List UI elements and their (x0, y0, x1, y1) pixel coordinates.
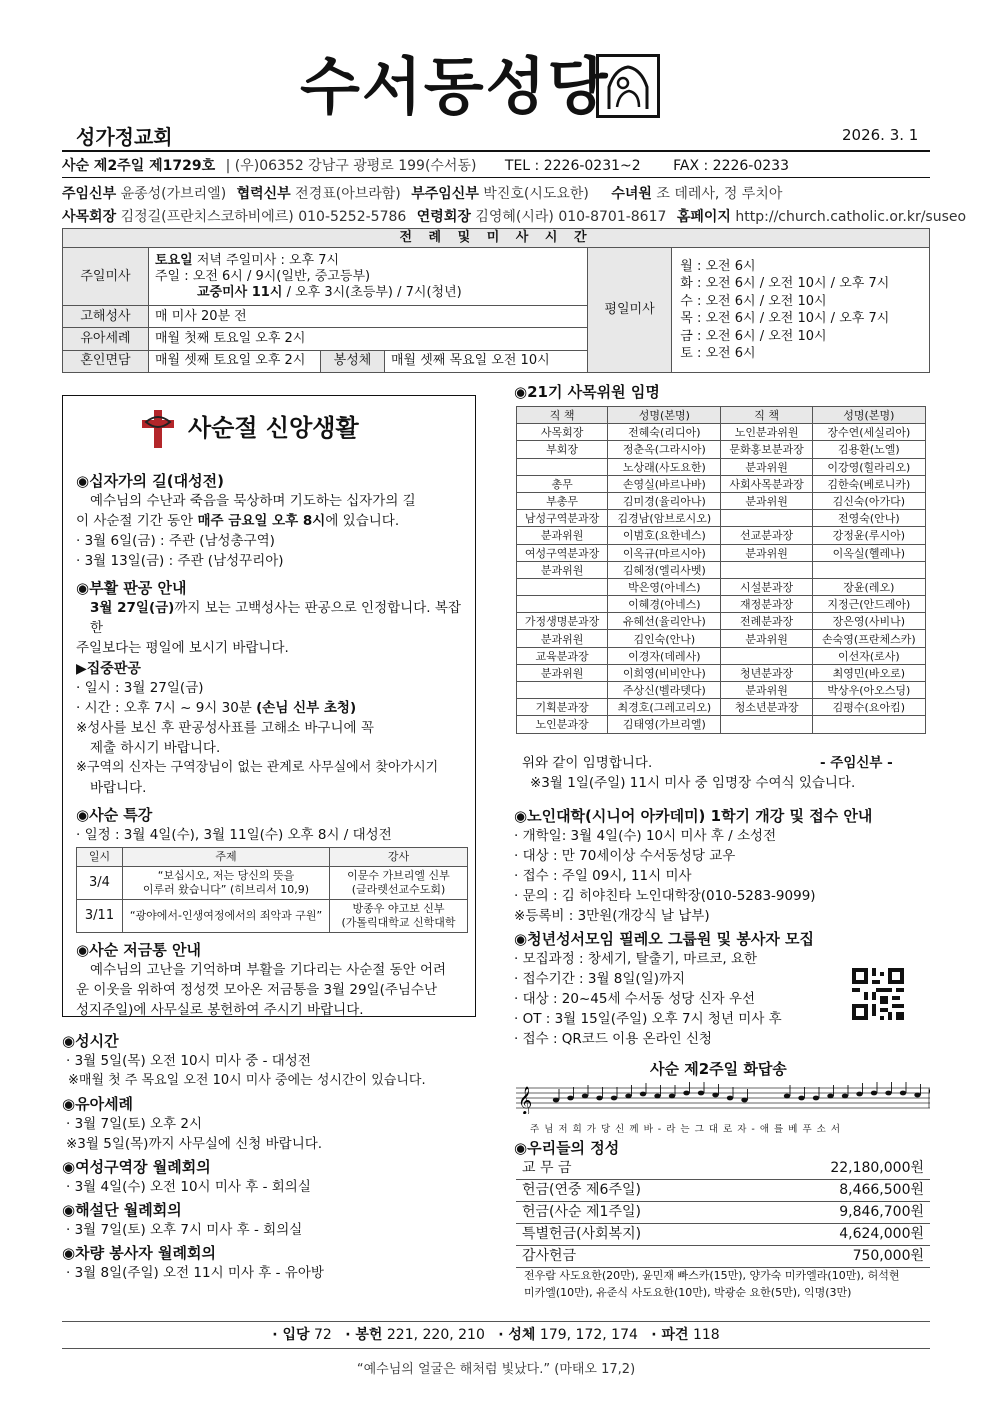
issue-number: 사순 제2주일 제1729호 (62, 158, 216, 174)
music-note (669, 1094, 675, 1099)
name-cell: 장은영(사비나) (812, 613, 925, 630)
table-row (517, 647, 926, 664)
pastor-name: 윤종성(가브리엘) (120, 186, 227, 202)
list-item: · 문의 : 김 히야친타 노인대학장(010-5283-9099) (514, 888, 816, 904)
divider (62, 150, 930, 152)
music-note (625, 1094, 631, 1099)
name-cell: 이혜경(아네스) (608, 596, 721, 613)
psalm-lyrics: 주 님 저 희 가 당 신 께 바 - 라 는 그 대 로 자 - 애 를 베 푸 소 서 (530, 1124, 842, 1135)
name-cell (812, 716, 925, 733)
table-row (516, 1246, 930, 1268)
vicar-label: 부주임신부 (411, 186, 479, 202)
role-cell: 노인분과장 (517, 716, 608, 733)
list-item: · 접수기간 : 3월 8일(일)까지 (514, 971, 686, 987)
list-item: · 3월 5일(목) 오전 10시 미사 중 - 대성전 (66, 1053, 311, 1069)
judge-heading: ◉부활 판공 안내 (76, 579, 187, 597)
role-cell: 부총무 (517, 492, 608, 509)
mass-hymn-numbers: · 입당 72 · 봉헌 221, 220, 210 · 성체 179, 172, 174 · 파견 118 (62, 1321, 930, 1349)
table-row (516, 1202, 930, 1224)
sister-names: 조 데레사, 정 루치아 (656, 186, 783, 202)
table-row (517, 527, 926, 544)
role-cell: 부회장 (517, 441, 608, 458)
psalm-heading: 사순 제2주일 화답송 (650, 1060, 787, 1078)
offering-label: 특별헌금(사회복지) (516, 1224, 745, 1246)
name-cell: 장수연(세실리아) (812, 424, 925, 441)
table-row (517, 699, 926, 716)
savings-text: 성지주일)에 사무실로 봉헌하여 주시기 바랍니다. (76, 1002, 364, 1018)
name-cell: 정춘옥(그라시아) (608, 441, 721, 458)
music-note (914, 1093, 920, 1098)
divider (62, 177, 930, 178)
pastor-label: 주임신부 (62, 186, 117, 202)
role-cell: 청년분과장 (721, 664, 812, 681)
list-item: · 일시 : 3월 27일(금) (76, 680, 204, 696)
role-cell: 분과위원 (721, 630, 812, 647)
savings-heading: ◉사순 저금통 안내 (76, 941, 201, 959)
svg-text:𝄞: 𝄞 (518, 1086, 533, 1114)
table-row (517, 475, 926, 492)
role-cell: 전례분과장 (721, 613, 812, 630)
offering-amount: 22,180,000원 (745, 1158, 930, 1180)
council-label: 사목회장 (62, 209, 117, 225)
telephone: TEL : 2226-0231~2 (504, 158, 641, 174)
music-note (567, 1096, 573, 1101)
role-cell (721, 716, 812, 733)
web-label: 홈페이지 (676, 209, 731, 225)
infant-baptism-heading: ◉유아세례 (62, 1095, 134, 1113)
name-cell: 이옥실(헬레나) (812, 544, 925, 561)
name-cell: 김용환(노엘) (812, 441, 925, 458)
offering-label: 헌금(연중 제6주일) (516, 1180, 745, 1202)
offering-amount: 8,466,500원 (745, 1180, 930, 1202)
name-cell: 김한숙(베로니카) (812, 475, 925, 492)
name-cell: 이경자(데레사) (608, 647, 721, 664)
music-note (842, 1094, 848, 1099)
music-note (611, 1096, 617, 1101)
association-contact: 김영혜(시라) 010-8701-8617 (475, 209, 667, 225)
address: | (우)06352 강남구 광평로 199(수서동) (225, 158, 477, 174)
role-cell (517, 578, 608, 595)
role-cell: 분과위원 (721, 492, 812, 509)
name-cell: 손숙영(프란체스카) (812, 630, 925, 647)
vicar-name: 박진호(시도요한) (483, 186, 589, 202)
assoc-name: 전경표(아브라함) (295, 186, 401, 202)
savings-text: 운 이웃을 위하여 정성껏 모아온 저금통을 3월 29일(주님수난 (76, 982, 438, 998)
list-item: · 개학일: 3월 4일(수) 10시 미사 후 / 소성전 (514, 828, 777, 844)
role-cell: 남성구역분과장 (517, 510, 608, 527)
music-note (885, 1091, 891, 1096)
thanks-donors: 전우람 사도요한(20만), 윤민재 빠스카(15만), 양가숙 미카엘라(10만), 허석현 미카엘(10만), 유준식 사도요한(10만), 박광순 요한(5만), 익명(3만) (524, 1269, 900, 1299)
list-item: · 3월 6일(금) : 주관 (남성총구역) (76, 533, 275, 549)
list-item: · 일정 : 3월 4일(수), 3월 11일(수) 오후 8시 / 대성전 (76, 827, 392, 843)
offering-amount: 750,000원 (745, 1246, 930, 1268)
list-item: · 3월 7일(토) 오후 2시 (66, 1116, 203, 1132)
table-row (516, 1158, 930, 1180)
lector-meeting-heading: ◉해설단 월례회의 (62, 1201, 182, 1219)
list-item: · 3월 4일(수) 오전 10시 미사 후 - 회의실 (66, 1179, 311, 1195)
role-cell (721, 647, 812, 664)
list-item: · 시간 : 오후 7시 ~ 9시 30분 (손님 신부 초청) (76, 700, 357, 716)
mass-schedule-table (62, 228, 930, 373)
table-row (517, 613, 926, 630)
name-cell: 이희영(비비안나) (608, 664, 721, 681)
music-note (856, 1092, 862, 1097)
table-row: 3/11 “광야에서-인생여정에서의 죄악과 구원” 방종우 야고보 신부 (가톨릭대학교 신학대학 (77, 900, 468, 933)
name-cell: 김혜정(엘리사벳) (608, 561, 721, 578)
offering-heading: ◉우리들의 정성 (514, 1139, 620, 1157)
name-cell: 김평수(요아킴) (812, 699, 925, 716)
role-cell: 문화홍보분과장 (721, 441, 812, 458)
staff-line (62, 183, 788, 203)
role-cell: 분과위원 (721, 458, 812, 475)
table-row (517, 458, 926, 475)
weekday-mass-times: 월 : 오전 6시 화 : 오전 6시 / 오전 10시 / 오후 7시 수 : 오전 6시 / 오전 10시 목 : 오전 6시 / 오전 10시 / 오후 7시 금 : 오전 6시 / 오전 10시 토 : 오전 6시 (680, 258, 890, 361)
role-cell: 가정생명분과장 (517, 613, 608, 630)
role-cell: 선교분과장 (721, 527, 812, 544)
table-row (517, 441, 926, 458)
music-note (683, 1091, 689, 1096)
list-item: · 접수 : QR코드 이용 온라인 신청 (514, 1031, 713, 1047)
list-item: · 대상 : 20~45세 수서동 성당 신자 우선 (514, 991, 756, 1007)
stations-text: 예수님의 수난과 죽음을 묵상하며 기도하는 십자가의 길 (90, 493, 416, 509)
role-cell: 시설분과장 (721, 578, 812, 595)
qr-code-icon[interactable] (852, 968, 904, 1020)
marriage-label: 혼인면담 (63, 350, 149, 372)
name-cell: 이옥규(마르시아) (608, 544, 721, 561)
role-cell: 기획분과장 (517, 699, 608, 716)
name-cell: 이범호(요한네스) (608, 527, 721, 544)
table-row (517, 544, 926, 561)
table-row (517, 664, 926, 681)
note: ※구역의 신자는 구역장님이 없는 관계로 사무실에서 찾아가시기 (76, 760, 439, 775)
music-note (654, 1094, 660, 1099)
role-cell: 분과위원 (517, 664, 608, 681)
table-row (516, 1224, 930, 1246)
name-cell: 최경호(그레고리오) (608, 699, 721, 716)
confession-time: 매 미사 20분 전 (149, 306, 588, 328)
role-cell: 분과위원 (721, 544, 812, 561)
music-note (712, 1093, 718, 1098)
offering-amount: 4,624,000원 (745, 1224, 930, 1246)
offering-table (516, 1158, 930, 1268)
table-row: 3/4 “보십시오, 저는 당신의 뜻을 이루러 왔습니다” (히브리서 10,9) 이문수 가브리엘 신부 (글라렛선교수도회) (77, 867, 468, 900)
role-cell (721, 561, 812, 578)
role-cell: 분과위원 (721, 682, 812, 699)
name-cell: 김신숙(아가다) (812, 492, 925, 509)
role-cell: 사회사목분과장 (721, 475, 812, 492)
role-cell: 노인분과위원 (721, 424, 812, 441)
mass-heading: 전 례 및 미 사 시 간 (63, 229, 930, 248)
music-staff (516, 1080, 930, 1135)
issue-date: 2026. 3. 1 (842, 126, 919, 144)
baptism-label: 유아세례 (63, 328, 149, 350)
name-cell: 장윤(레오) (812, 578, 925, 595)
offering-label: 교 무 금 (516, 1158, 745, 1180)
stations-heading: ◉십자가의 길(대성전) (76, 472, 224, 490)
stations-text: 이 사순절 기간 동안 매주 금요일 오후 8시에 있습니다. (76, 513, 400, 529)
role-cell (517, 458, 608, 475)
table-row (517, 630, 926, 647)
appointment-note: 위와 같이 임명합니다. (522, 755, 653, 771)
note: ※등록비 : 3만원(개강식 날 납부) (514, 908, 710, 924)
name-cell: 이선자(로사) (812, 647, 925, 664)
sacrament-label: 봉성체 (321, 350, 385, 372)
table-row (517, 578, 926, 595)
role-cell: 총무 (517, 475, 608, 492)
sunday-mass-times: 토요일 저녁 주일미사 : 오후 7시 주일 : 오전 6시 / 9시(일반, 중고등부) 교중미사 11시 / 오후 3시(초등부) / 7시(청년) (149, 248, 588, 306)
lecture-table: 일시 주제 강사 3/4 “보십시오, 저는 당신의 뜻을 이루러 왔습니다” (히브리서 10,9) 이문수 가브리엘 신부 (글라렛선교수도회) 3/11 “광야에서-인생여정에서의 죄악과 구원” 방종우 야고보 신부 (가톨릭대학교 신학대학 (76, 847, 468, 933)
name-cell (812, 561, 925, 578)
music-note (698, 1091, 704, 1096)
music-note (640, 1092, 646, 1097)
lent-title: 사순절 신앙생활 (188, 414, 359, 442)
name-cell: 지정근(안드레아) (812, 596, 925, 613)
baptism-time: 매월 첫째 토요일 오후 2시 (149, 328, 588, 350)
confession-label: 고해성사 (63, 306, 149, 328)
sunday-mass-label: 주일미사 (63, 248, 149, 306)
elder-heading: ◉노인대학(시니어 아카데미) 1학기 개강 및 접수 안내 (514, 807, 873, 825)
list-item: · 3월 8일(주일) 오전 11시 미사 후 - 유아방 (66, 1265, 324, 1281)
list-item: · 3월 7일(토) 오후 7시 미사 후 - 회의실 (66, 1222, 303, 1238)
music-note (784, 1094, 790, 1099)
note: ※3월 5일(목)까지 사무실에 신청 바랍니다. (66, 1136, 323, 1152)
list-item: · 모집과정 : 창세기, 탈출기, 마르코, 요한 (514, 951, 758, 967)
sister-label: 수녀원 (611, 186, 652, 202)
committee-table: 직 책 성명(본명) 직 책 성명(본명) 사목회장 전혜숙(리디아) 노인분과위원 장수연(세실리아) 부회장 정춘옥(그라시아) 문화홍보분과장 김용환(노엘) 노상래(사도요한) 분과위원 이강영(힐라리오) 총무 손영실(바르나바) 사회사목분과장 김한숙(베로니카) 부총무 김미경(율리아나) 분과위원 김신숙(아가다) 남성구역분과장 김경남(암브로시오) 전영숙(안나) 분과위원 이범호(요한네스) 선교분과장 강정윤(루시아) 여성구역분과장 이옥규(마르시아) 분과위원 이옥실(헬레나) 분과위원 김혜정(엘리사벳) 박은영(아네스) 시설분과장 장윤(레오) 이혜경(아네스) 재정분과장 지정근(안드레아) 가정생명분과장 유혜선(율리안나) 전례분과장 장은영(사비나) 분과위원 김인숙(안나) 분과위원 손숙영(프란체스카) 교육분과장 이경자(데레사) 이선자(로사) 분과위원 이희영(비비안나) 청년분과장 최영민(바오로) 주상신(벨라뎃다) 분과위원 박상우(아오스딩) 기획분과장 최경호(그레고리오) 청소년분과장 김평수(요아킴) 노인분과장 김태영(가브리엘) (516, 406, 926, 734)
table-row (517, 510, 926, 527)
offering-label: 헌금(사순 제1주일) (516, 1202, 745, 1224)
name-cell: 박은영(아네스) (608, 578, 721, 595)
committee-heading: ◉21기 사목위원 임명 (514, 383, 660, 401)
left-notices (62, 1030, 492, 1283)
list-item: · 접수 : 주일 09시, 11시 미사 (514, 868, 692, 884)
marriage-time: 매월 셋째 토요일 오후 2시 (149, 350, 321, 372)
list-item: · OT : 3월 15일(주일) 오후 7시 청년 미사 후 (514, 1011, 782, 1027)
table-row (516, 1180, 930, 1202)
role-cell: 재정분과장 (721, 596, 812, 613)
list-item: · 3월 13일(금) : 주관 (남성꾸리아) (76, 553, 284, 569)
driver-meeting-heading: ◉차량 봉사자 월례회의 (62, 1244, 216, 1262)
sacrament-time: 매월 셋째 목요일 오전 10시 (385, 350, 588, 372)
role-cell: 사목회장 (517, 424, 608, 441)
weekday-mass-label: 평일미사 (588, 248, 672, 372)
name-cell: 강정윤(루시아) (812, 527, 925, 544)
music-note (553, 1098, 559, 1103)
website-link[interactable]: http://church.catholic.or.kr/suseo (735, 209, 967, 225)
name-cell: 노상래(사도요한) (608, 458, 721, 475)
judge-text: 3월 27일(금)까지 보는 고백성사는 판공으로 인정합니다. 복잡한 (90, 600, 461, 636)
council-contact: 김정길(프란치스코하비에르) 010-5252-5786 (120, 209, 407, 225)
weekday-mass-cell (587, 248, 929, 373)
role-cell (517, 596, 608, 613)
role-cell: 분과위원 (517, 561, 608, 578)
role-cell (517, 682, 608, 699)
fax: FAX : 2226-0233 (673, 158, 789, 174)
appointment-note: ※3월 1일(주일) 11시 미사 중 임명장 수여식 있습니다. (530, 775, 856, 791)
offering-label: 감사헌금 (516, 1246, 745, 1268)
role-cell: 교육분과장 (517, 647, 608, 664)
music-note (596, 1096, 602, 1101)
table-row (517, 561, 926, 578)
name-cell: 주상신(벨라뎃다) (608, 682, 721, 699)
contact-label: 연령회장 (416, 209, 471, 225)
table-row (517, 424, 926, 441)
offering-amount: 9,846,700원 (745, 1202, 930, 1224)
music-note (798, 1096, 804, 1101)
judge-text: 주일보다는 평일에 보시기 바랍니다. (76, 640, 289, 656)
table-row (517, 596, 926, 613)
music-note (813, 1096, 819, 1101)
name-cell: 전영숙(안나) (812, 510, 925, 527)
page-title: 수서동성당 (300, 50, 610, 123)
list-item: · 대상 : 만 70세이상 수서동성당 교우 (514, 848, 736, 864)
table-row (517, 716, 926, 733)
note: ※매월 첫 주 목요일 오전 10시 미사 중에는 성시간이 있습니다. (68, 1073, 426, 1088)
role-cell (721, 510, 812, 527)
holy-hour-heading: ◉성시간 (62, 1032, 119, 1050)
name-cell: 김경남(암브로시오) (608, 510, 721, 527)
note: 제출 하시기 바랍니다. (90, 740, 221, 756)
role-cell: 분과위원 (517, 630, 608, 647)
issue-line (62, 155, 795, 175)
music-note (900, 1091, 906, 1096)
role-cell: 청소년분과장 (721, 699, 812, 716)
table-row (517, 682, 926, 699)
contact-line (62, 206, 972, 226)
name-cell: 김미경(율리아나) (608, 492, 721, 509)
name-cell: 손영실(바르나바) (608, 475, 721, 492)
music-note (741, 1098, 747, 1103)
note: 바랍니다. (90, 780, 147, 796)
note: ※성사를 보신 후 판공성사표를 고해소 바구니에 꼭 (76, 720, 374, 736)
parish-subtitle: 성가정교회 (76, 125, 173, 149)
name-cell: 김인숙(안나) (608, 630, 721, 647)
table-row (517, 492, 926, 509)
music-note (727, 1096, 733, 1101)
signer: - 주임신부 - (820, 755, 893, 771)
assoc-label: 협력신부 (236, 186, 291, 202)
savings-text: 예수님의 고난을 기억하며 부활을 기다리는 사순절 동안 어려 (90, 962, 447, 978)
cross-icon (138, 408, 178, 450)
name-cell: 김태영(가브리엘) (608, 716, 721, 733)
women-meeting-heading: ◉여성구역장 월례회의 (62, 1158, 211, 1176)
music-note (827, 1094, 833, 1099)
youth-heading: ◉청년성서모임 필레오 그룹원 및 봉사자 모집 (514, 930, 815, 948)
judge-subheading: ▶집중판공 (76, 661, 141, 677)
bible-quote: “예수님의 얼굴은 해처럼 빛났다.” (마태오 17,2) (356, 1362, 636, 1377)
music-note (871, 1091, 877, 1096)
name-cell: 최영민(바오로) (812, 664, 925, 681)
name-cell: 이강영(힐라리오) (812, 458, 925, 475)
holy-family-logo-icon (596, 54, 660, 118)
music-note (582, 1094, 588, 1099)
lecture-heading: ◉사순 특강 (76, 806, 153, 824)
role-cell: 여성구역분과장 (517, 544, 608, 561)
name-cell: 박상우(아오스딩) (812, 682, 925, 699)
lent-content (76, 470, 468, 1020)
role-cell: 분과위원 (517, 527, 608, 544)
name-cell: 유혜선(율리안나) (608, 613, 721, 630)
name-cell: 전혜숙(리디아) (608, 424, 721, 441)
